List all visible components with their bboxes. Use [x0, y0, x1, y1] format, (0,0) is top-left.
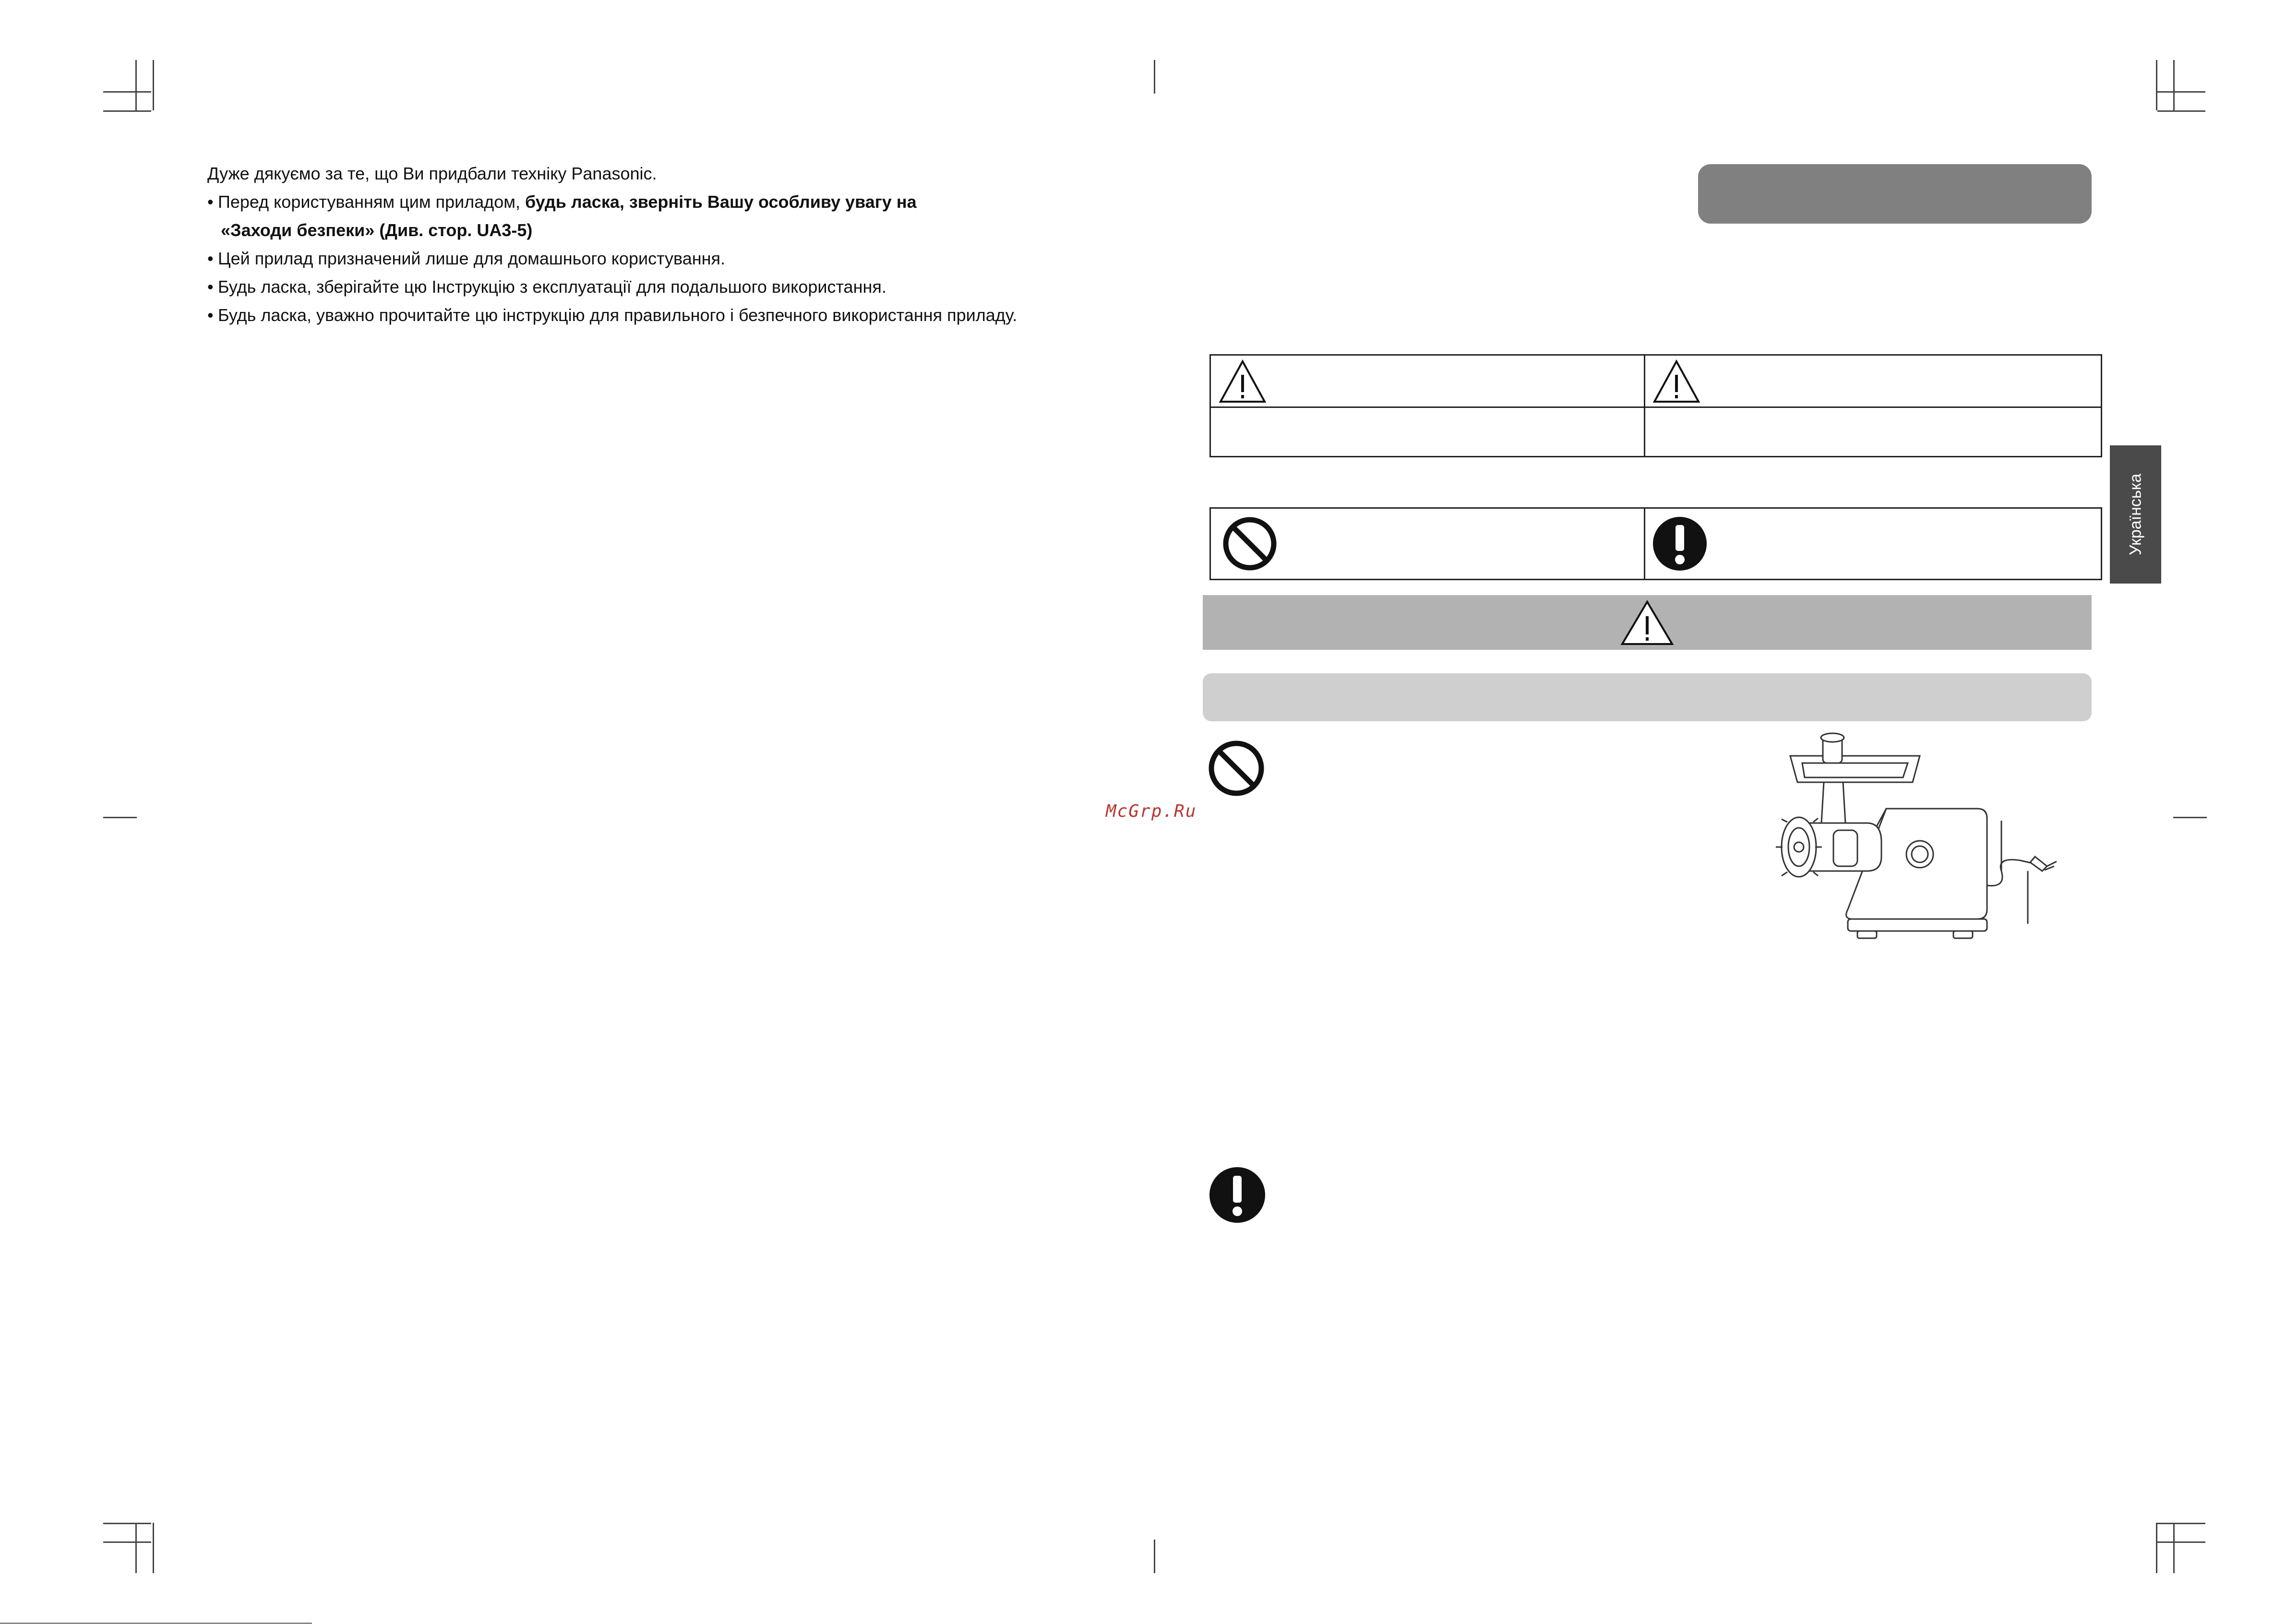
warning-triangle-icon: [1619, 599, 1675, 647]
intro-bullet-read: • Будь ласка, уважно прочитайте цю інструкцію для правильного і безпечного використання приладу.: [207, 305, 1017, 325]
crop-mark: [2173, 1523, 2175, 1573]
crop-mark: [153, 1523, 154, 1573]
crop-mark: [1154, 60, 1155, 94]
prohibited-icon: [1221, 515, 1278, 572]
intro-thanks: Дуже дякуємо за те, що Ви придбали техніку Panasonic.: [207, 164, 657, 183]
language-tab-label: Українська: [2126, 473, 2144, 556]
crop-mark: [103, 817, 137, 818]
prohibited-cell: [1221, 515, 1278, 574]
crop-mark: [135, 1523, 137, 1573]
crop-mark: [2157, 110, 2205, 112]
crop-mark: [2156, 60, 2157, 110]
intro-bullet-keep: • Будь ласка, зберігайте цю Інструкцію з експлуатації для подальшого використання.: [207, 277, 886, 297]
intro-bullet-safety: • Перед користуванням цим приладом, будь ласка, зверніть Вашу особливу увагу на: [207, 192, 917, 212]
language-tab: [2110, 445, 2161, 584]
crop-mark: [2157, 91, 2205, 93]
hazard-level-table: [1209, 354, 2102, 457]
symbol-legend-table: [1209, 507, 2102, 580]
prohibited-icon: [1207, 739, 1266, 798]
crop-mark: [1154, 1540, 1155, 1573]
caution-cell: [1652, 358, 1701, 407]
warning-triangle-icon: [1218, 358, 1268, 405]
intro-bullet-household: • Цей прилад призначений лише для домашнього користування.: [207, 249, 725, 268]
crop-mark: [103, 1541, 151, 1543]
meat-grinder-illustration: [1776, 727, 2064, 957]
intro-text: [207, 159, 1119, 329]
section-title-bar: [1698, 164, 2092, 224]
crop-mark: [153, 60, 154, 110]
warning-triangle-icon: [1652, 358, 1701, 405]
watermark: McGrp.Ru: [1106, 801, 1197, 821]
mandatory-exclamation-icon: [1652, 515, 1708, 572]
crop-mark: [2173, 817, 2207, 818]
mandatory-cell: [1652, 515, 1708, 574]
crop-mark: [2157, 1523, 2205, 1524]
subsection-bar: [1203, 673, 2092, 721]
crop-mark: [103, 1523, 151, 1524]
crop-mark: [2173, 60, 2175, 110]
intro-bullet-safety-cont: «Заходи безпеки» (Див. стор. UA3-5): [221, 220, 533, 240]
crop-mark: [135, 60, 137, 110]
crop-mark: [2156, 1523, 2157, 1573]
warning-header-bar: [1203, 595, 2092, 650]
crop-mark: [103, 110, 151, 112]
crop-mark: [2157, 1541, 2205, 1543]
warning-cell: [1218, 358, 1268, 407]
mandatory-exclamation-icon: [1209, 1166, 1266, 1224]
crop-mark: [103, 91, 151, 93]
